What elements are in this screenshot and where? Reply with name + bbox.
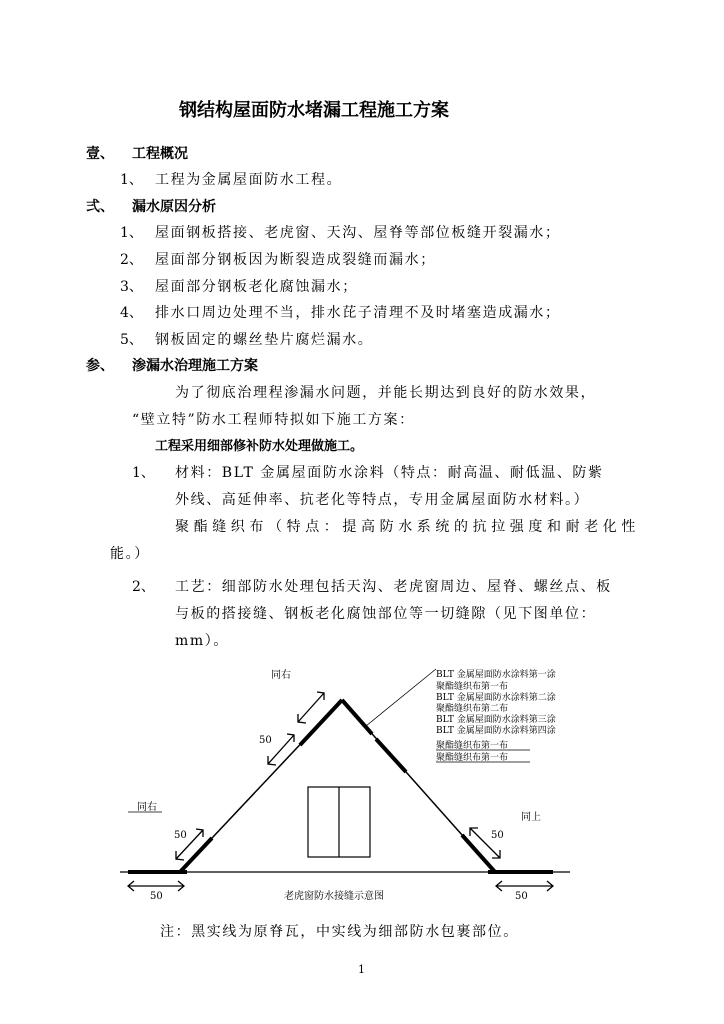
section-3-intro-line1: 为了彻底治理程渗漏水问题，并能长期达到良好的防水效果， — [175, 385, 597, 401]
page-title: 钢结构屋面防水堵漏工程施工方案 — [179, 100, 449, 121]
section-2-item-3-text: 屋面部分钢板老化腐蚀漏水； — [155, 279, 358, 295]
section-3-item-1-line1: 材料：BLT 金属屋面防水涂料（特点：耐高温、耐低温、防紫 — [175, 465, 604, 481]
section-1-item-1-number: 1、 — [120, 172, 143, 188]
diagram-legend-item: 聚酯缝织布第二布 — [436, 704, 509, 714]
section-3-method: 工程采用细部修补防水处理做施工。 — [155, 439, 364, 454]
diagram-label-same-right-top: 同右 — [271, 670, 291, 681]
section-1-item-1-text: 工程为金属屋面防水工程。 — [155, 172, 343, 188]
section-3-item-1-line4: 能。） — [110, 546, 150, 562]
section-2-item-5-number: 5、 — [120, 332, 143, 348]
section-2-item-5-text: 钢板固定的螺丝垫片腐烂漏水。 — [155, 332, 374, 348]
diagram-legend-item: 聚酯缝织布第一布 — [436, 741, 509, 751]
section-3-item-2-line3: mm）。 — [175, 633, 229, 649]
diagram-legend-item: BLT 金属屋面防水涂料第四涂 — [436, 726, 556, 736]
diagram-label-same-above: 同上 — [521, 812, 541, 823]
diagram-dim-bottom-right: 50 — [515, 891, 528, 902]
section-2-item-4-number: 4、 — [120, 305, 143, 321]
section-2-item-2-text: 屋面部分钢板因为断裂造成裂缝而漏水； — [155, 252, 436, 268]
section-2-number: 弍、 — [86, 199, 114, 215]
diagram-legend-item: BLT 金属屋面防水涂料第三涂 — [436, 715, 556, 725]
diagram-dim-bottom-left: 50 — [150, 891, 163, 902]
diagram-legend-item: BLT 金属屋面防水涂料第一涂 — [436, 670, 556, 680]
diagram-legend — [436, 668, 556, 763]
section-1-number: 壹、 — [86, 146, 114, 162]
diagram-note: 注：黑实线为原脊瓦，中实线为细部防水包裹部位。 — [160, 924, 519, 940]
diagram-label-same-right-left: 同右 — [137, 802, 157, 813]
page-number: 1 — [358, 963, 365, 976]
diagram-caption: 老虎窗防水接缝示意图 — [284, 891, 384, 902]
section-3-item-1-line3: 聚酯缝织布（特点：提高防水系统的抗拉强度和耐老化性 — [175, 519, 640, 535]
section-3-item-2-line2: 与板的搭接缝、钢板老化腐蚀部位等一切缝隙（见下图单位： — [175, 606, 597, 622]
section-3-number: 参、 — [86, 358, 114, 374]
section-1-heading: 工程概况 — [132, 146, 188, 162]
diagram-leader-line — [366, 669, 436, 726]
diagram-legend-item: BLT 金属屋面防水涂料第二涂 — [436, 693, 556, 703]
section-2-item-1-text: 屋面钢板搭接、老虎窗、天沟、屋脊等部位板缝开裂漏水； — [155, 225, 561, 241]
section-3-item-2-number: 2、 — [132, 579, 155, 595]
section-2-item-1-number: 1、 — [120, 225, 143, 241]
diagram-legend-item: 聚酯缝织布第一布 — [436, 682, 509, 692]
section-2-item-2-number: 2、 — [120, 252, 143, 268]
section-2-item-3-number: 3、 — [120, 279, 143, 295]
diagram-dim-left-slope: 50 — [174, 830, 187, 841]
section-2-item-4-text: 排水口周边处理不当，排水芘子清理不及时堵塞造成漏水； — [155, 305, 561, 321]
section-3-item-1-line2: 外线、高延伸率、抗老化等特点，专用金属屋面防水材料。） — [175, 492, 590, 508]
diagram-dim-right-slope: 50 — [491, 830, 504, 841]
diagram-dim-upper: 50 — [259, 735, 272, 746]
section-3-heading: 渗漏水治理施工方案 — [132, 358, 258, 374]
section-3-item-2-line1: 工艺：细部防水处理包括天沟、老虎窗周边、屋脊、螺丝点、板 — [175, 579, 612, 595]
section-2-heading: 漏水原因分析 — [132, 199, 216, 215]
section-3-intro-line2: “壁立特”防水工程师特拟如下施工方案： — [132, 412, 415, 428]
section-3-item-1-number: 1、 — [132, 465, 155, 481]
diagram-legend-item: 聚酯缝织布第一布 — [436, 753, 509, 763]
